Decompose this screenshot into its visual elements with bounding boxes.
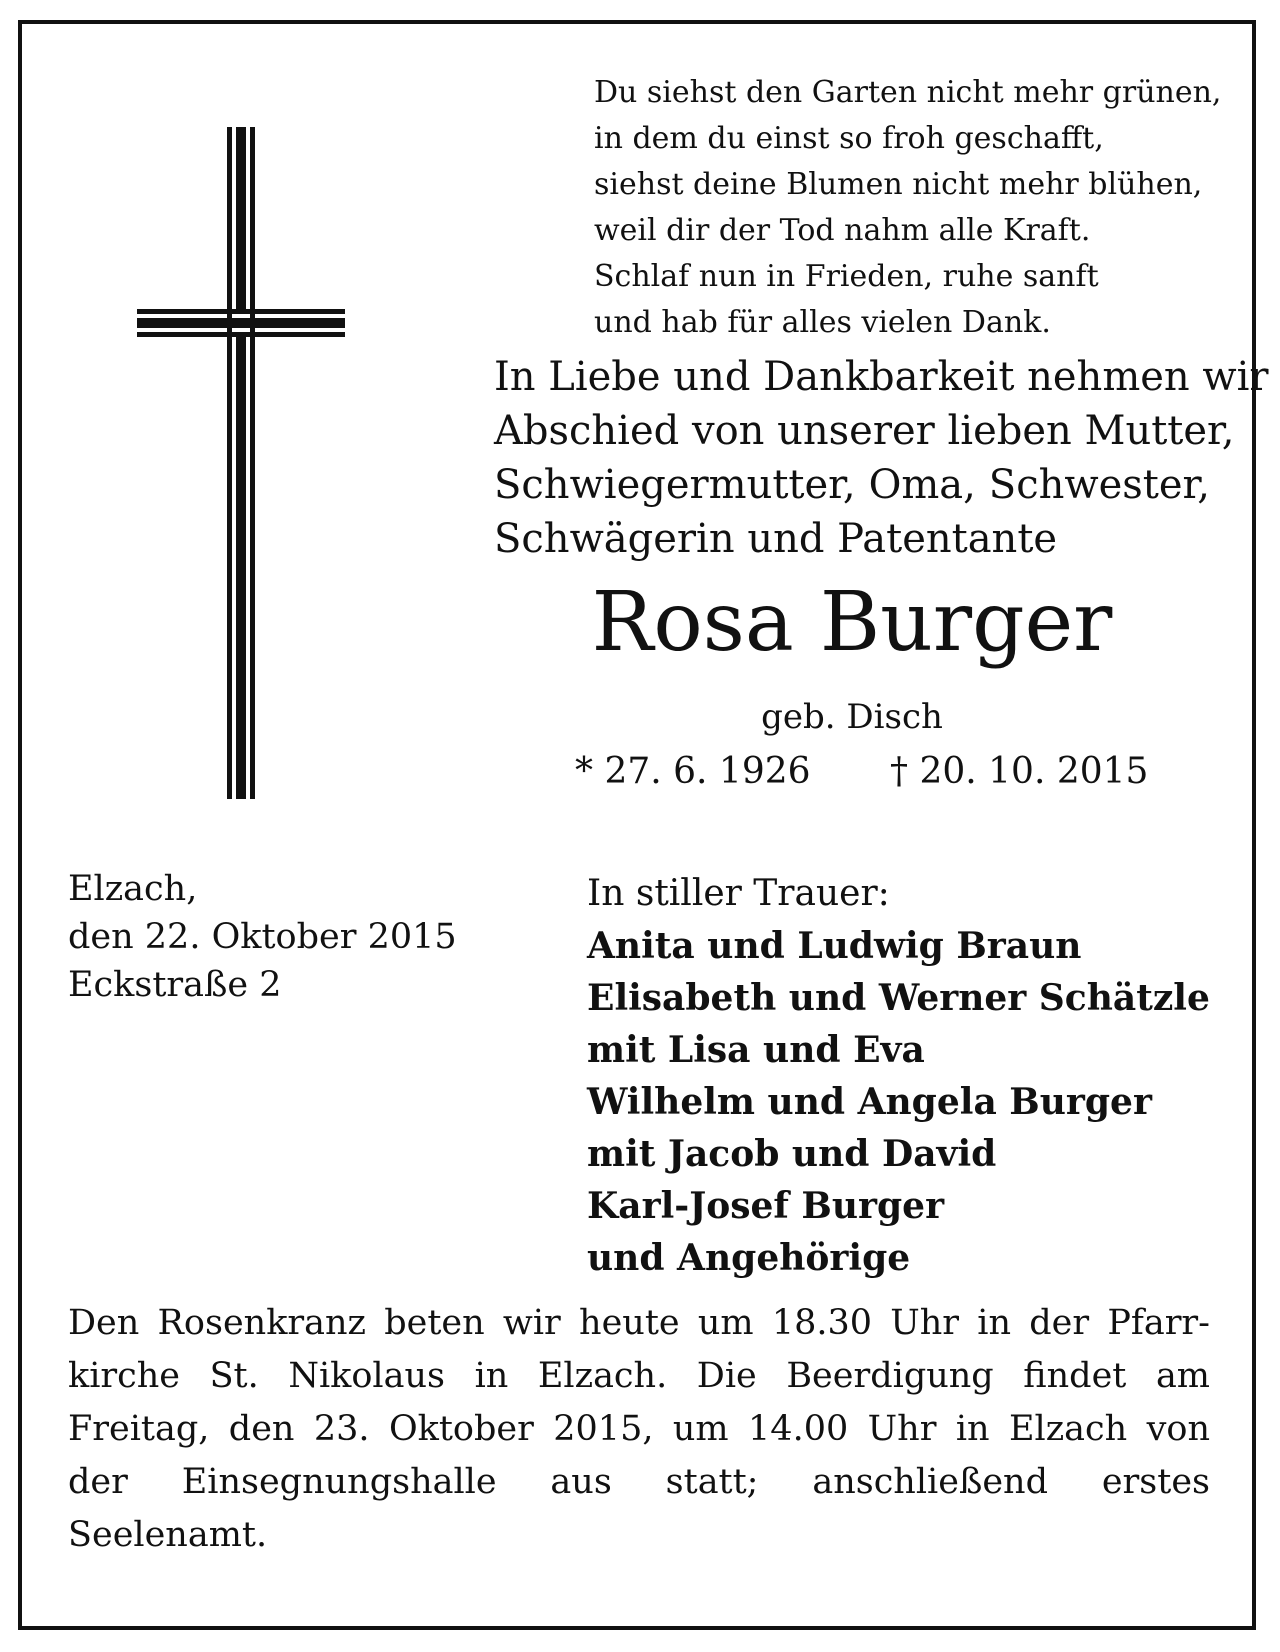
mourner-name: mit Lisa und Eva — [587, 1029, 925, 1071]
mourner-name: Wilhelm und Angela Burger — [587, 1081, 1152, 1123]
service-line: der Einsegnungshalle aus statt; anschließend erstes — [68, 1462, 1210, 1502]
poem-line: Schlaf nun in Frieden, ruhe sanft — [594, 259, 1099, 294]
service-line: Freitag, den 23. Oktober 2015, um 14.00 Uhr in Elzach von — [68, 1409, 1210, 1449]
mourner-name: Anita und Ludwig Braun — [587, 925, 1082, 967]
born-name: geb. Disch — [761, 697, 943, 737]
death-date: † 20. 10. 2015 — [890, 751, 1149, 792]
mourner-name: Karl-Josef Burger — [587, 1185, 945, 1227]
service-details — [68, 1297, 1210, 1562]
deceased-name: Rosa Burger — [591, 575, 1113, 670]
mourners-list — [587, 868, 1227, 1284]
farewell-intro — [494, 350, 1269, 566]
birth-date: * 27. 6. 1926 — [575, 751, 811, 792]
service-line: Seelenamt. — [68, 1515, 268, 1555]
intro-line: In Liebe und Dankbarkeit nehmen wir — [494, 354, 1269, 400]
address-line: Eckstraße 2 — [68, 965, 282, 1005]
place-and-date — [68, 865, 488, 1009]
place-line: Elzach, — [68, 869, 198, 909]
intro-line: Schwägerin und Patentante — [494, 516, 1058, 562]
mourners-heading: In stiller Trauer: — [587, 873, 890, 914]
poem-line: in dem du einst so froh geschafft, — [594, 121, 1104, 156]
poem — [594, 70, 1234, 346]
life-dates — [575, 748, 1149, 796]
poem-line: und hab für alles vielen Dank. — [594, 305, 1051, 340]
mourner-name: mit Jacob und David — [587, 1133, 997, 1175]
poem-line: weil dir der Tod nahm alle Kraft. — [594, 213, 1091, 248]
intro-line: Abschied von unserer lieben Mutter, — [494, 408, 1235, 454]
mourner-name: und Angehörige — [587, 1237, 911, 1279]
intro-line: Schwiegermutter, Oma, Schwester, — [494, 462, 1210, 508]
mourner-name: Elisabeth und Werner Schätzle — [587, 977, 1210, 1019]
date-line: den 22. Oktober 2015 — [68, 917, 457, 957]
cross-icon — [137, 127, 345, 799]
poem-line: Du siehst den Garten nicht mehr grünen, — [594, 75, 1222, 110]
service-line: Den Rosenkranz beten wir heute um 18.30 Uhr in der Pfarr- — [68, 1303, 1210, 1343]
poem-line: siehst deine Blumen nicht mehr blühen, — [594, 167, 1203, 202]
service-line: kirche St. Nikolaus in Elzach. Die Beerdigung findet am — [68, 1356, 1210, 1396]
